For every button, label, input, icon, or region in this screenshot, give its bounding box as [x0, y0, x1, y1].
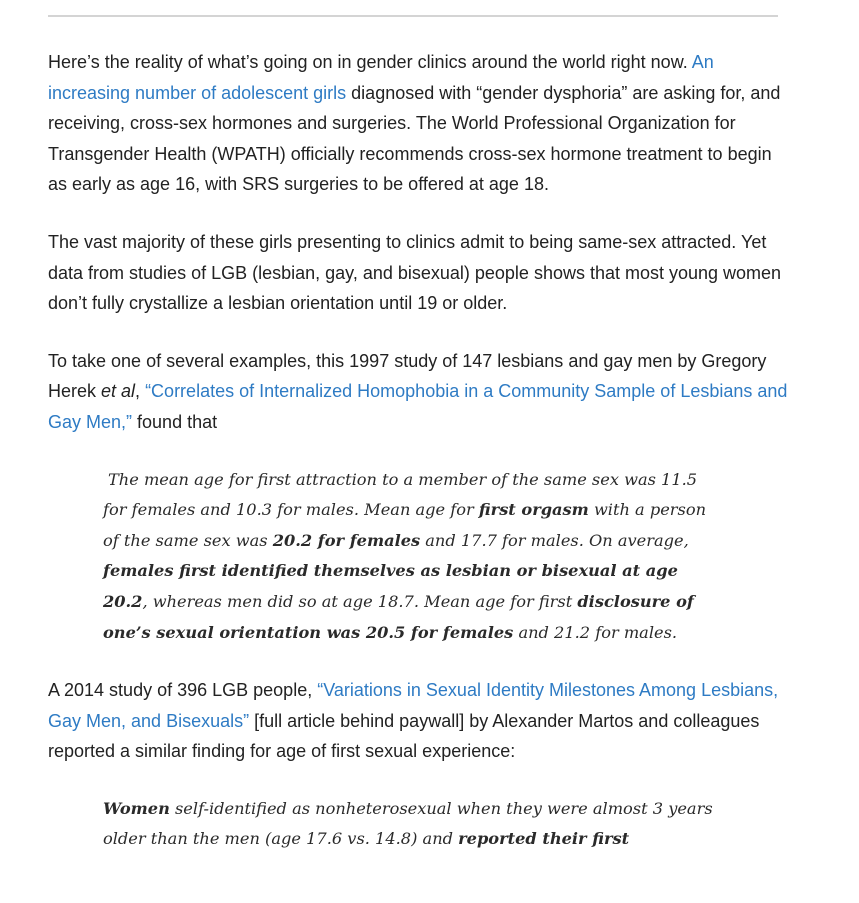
quote-emphasis: Women — [103, 798, 170, 818]
quote-text: The mean age for first attraction to a member of the same sex was 11.5 for females and 10.3 for males. Mean age for — [103, 469, 698, 520]
top-divider — [48, 15, 778, 17]
paragraph-text: To take one of several examples, this 1997 study of 147 lesbians and gay men by Gregory Herek — [48, 350, 767, 402]
blockquote-martos — [103, 794, 723, 855]
quote-text: with a person of the same sex was — [103, 500, 707, 550]
quote-text: and 21.2 for males. — [513, 622, 678, 642]
paragraph-text: found that — [132, 411, 218, 432]
paragraph-martos-study — [48, 675, 793, 767]
et-al-text: et al — [101, 381, 136, 402]
article-body — [48, 47, 793, 882]
quote-text: and 17.7 for males. On average, — [420, 530, 689, 550]
link-herek-study[interactable]: “Correlates of Internalized Homophobia in a Community Sample of Lesbians and Gay Men,” — [48, 381, 788, 432]
paragraph-text: A 2014 study of 396 LGB people, — [48, 680, 318, 701]
paragraph-herek-study — [48, 346, 793, 438]
paragraph-majority — [48, 227, 793, 319]
quote-emphasis: 20.2 for females — [272, 530, 421, 550]
paragraph-text: [full article behind paywall] by Alexander Martos and colleagues reported a similar finding for age of first sexual experience: — [48, 710, 760, 762]
paragraph-clinics — [48, 47, 793, 200]
quote-text: self-identified as nonheterosexual when they were almost 3 years older than the men (age 17.6 vs. 14.8) and — [103, 798, 713, 849]
quote-emphasis: disclosure of one’s sexual orientation was 20.5 for females — [103, 591, 694, 642]
blockquote-herek — [103, 465, 723, 649]
quote-emphasis: first orgasm — [478, 500, 589, 520]
paragraph-text: Here’s the reality of what’s going on in gender clinics around the world right now. — [48, 52, 692, 72]
link-martos-study[interactable]: “Variations in Sexual Identity Milestones Among Lesbians, Gay Men, and Bisexuals” — [48, 680, 779, 731]
quote-emphasis: reported their first — [458, 829, 630, 849]
quote-text: , whereas men did so at age 18.7. Mean age for first — [142, 591, 578, 611]
paragraph-text: diagnosed with “gender dysphoria” are asking for, and receiving, cross-sex hormones and surgeries. The World Professional Organization for Transgender Health (WPATH) officially recommends cross-sex hormone treatment to begin as early as age 16, with SRS surgeries to be offered at age 18. — [48, 82, 781, 195]
paragraph-text: The vast majority of these girls presenting to clinics admit to being same-sex attracted. Yet data from studies of LGB (lesbian, gay, and bisexual) people shows that most young women don’t fully crystallize a lesbian orientation until 19 or older. — [48, 231, 782, 314]
quote-emphasis: females first identified themselves as lesbian or bisexual at age 20.2 — [103, 561, 678, 611]
link-adolescent-girls[interactable]: An increasing number of adolescent girls — [48, 52, 714, 103]
paragraph-text: , — [135, 381, 146, 402]
